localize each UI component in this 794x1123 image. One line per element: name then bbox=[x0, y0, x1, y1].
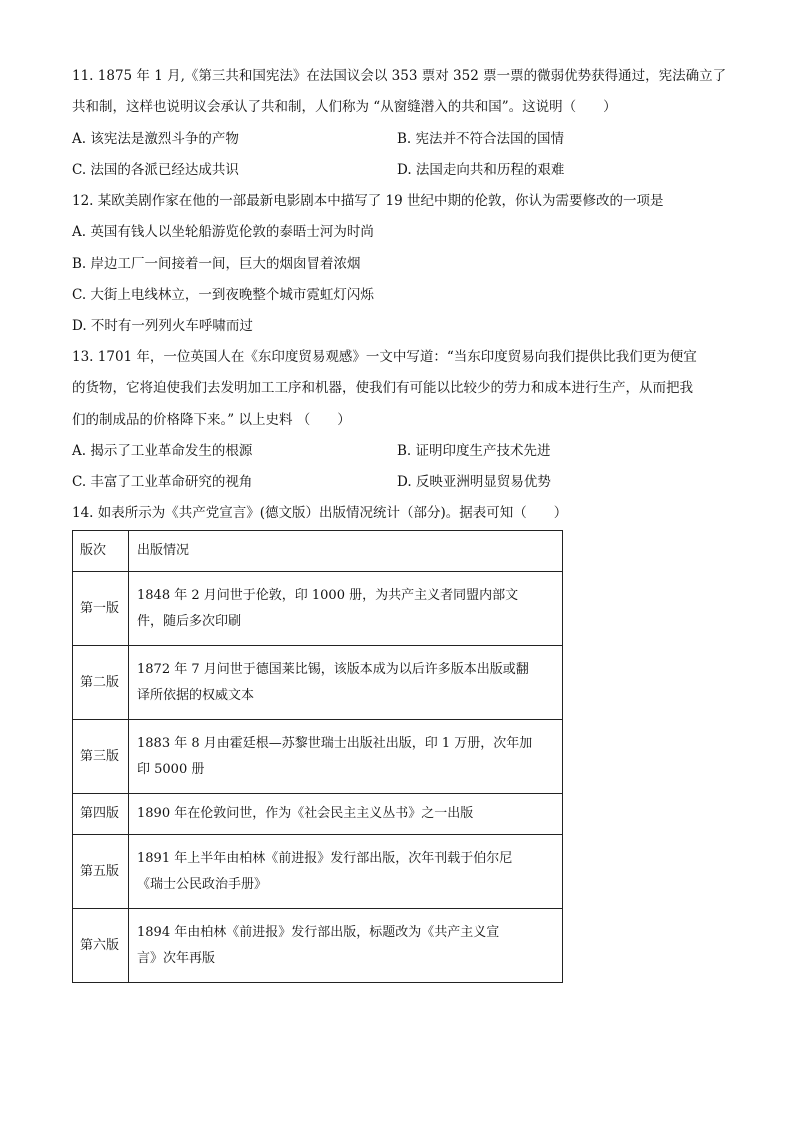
q13-stem-line1: 13. 1701 年，一位英国人在《东印度贸易观感》一文中写道：“当东印度贸易向我们提供比我们更为便宜 bbox=[72, 349, 697, 365]
details-cell bbox=[129, 720, 563, 794]
table-row bbox=[73, 835, 563, 909]
q11-stem-line2: 共和制，这样也说明议会承认了共和制，人们称为 “从窗缝潜入的共和国”。这说明（ ） bbox=[72, 99, 617, 115]
q11-stem-line1: 11. 1875 年 1 月,《第三共和国宪法》在法国议会以 353 票对 352 票一票的微弱优势获得通过，宪法确立了 bbox=[72, 68, 727, 84]
q13-option-b: B. 证明印度生产技术先进 bbox=[397, 443, 551, 459]
q13-option-d: D. 反映亚洲明显贸易优势 bbox=[397, 474, 551, 490]
edition-cell: 第五版 bbox=[73, 835, 129, 909]
details-line1: 1894 年由柏林《前进报》发行部出版，标题改为《共产主义宣 bbox=[137, 924, 500, 940]
details-line1: 1890 年在伦敦问世，作为《社会民主主义丛书》之一出版 bbox=[137, 806, 474, 821]
details-line2: 译所依据的权威文本 bbox=[137, 687, 255, 703]
edition-cell: 第四版 bbox=[73, 794, 129, 835]
q11-option-d: D. 法国走向共和历程的艰难 bbox=[397, 162, 565, 178]
details-cell bbox=[129, 646, 563, 720]
q12-option-a: A. 英国有钱人以坐轮船游览伦敦的泰晤士河为时尚 bbox=[72, 224, 374, 240]
details-line1: 1872 年 7 月问世于德国莱比锡，该版本成为以后许多版本出版或翻 bbox=[137, 661, 529, 677]
details-cell bbox=[129, 909, 563, 983]
q11-option-a: A. 该宪法是激烈斗争的产物 bbox=[72, 131, 239, 147]
q11-option-b: B. 宪法并不符合法国的国情 bbox=[397, 131, 565, 147]
table-header-row bbox=[73, 531, 563, 572]
details-cell bbox=[129, 572, 563, 646]
details-line1: 1848 年 2 月问世于伦敦，印 1000 册，为共产主义者同盟内部文 bbox=[137, 587, 519, 603]
edition-cell: 第二版 bbox=[73, 646, 129, 720]
table-row bbox=[73, 646, 563, 720]
q13-option-c: C. 丰富了工业革命研究的视角 bbox=[72, 474, 253, 490]
table-row bbox=[73, 572, 563, 646]
details-line2: 言》次年再版 bbox=[137, 950, 216, 966]
details-line2: 《瑞士公民政治手册》 bbox=[137, 876, 268, 892]
q12-option-b: B. 岸边工厂一间接着一间，巨大的烟囱冒着浓烟 bbox=[72, 256, 361, 272]
details-line2: 件，随后多次印刷 bbox=[137, 613, 242, 629]
table-row bbox=[73, 720, 563, 794]
details-line2: 印 5000 册 bbox=[137, 761, 205, 777]
table-row bbox=[73, 794, 563, 835]
table-row bbox=[73, 909, 563, 983]
q12-option-c: C. 大街上电线林立，一到夜晚整个城市霓虹灯闪烁 bbox=[72, 287, 374, 303]
details-line1: 1883 年 8 月由霍廷根—苏黎世瑞士出版社出版，印 1 万册，次年加 bbox=[137, 735, 533, 751]
details-cell bbox=[129, 794, 563, 835]
edition-cell: 第六版 bbox=[73, 909, 129, 983]
header-details: 出版情况 bbox=[129, 531, 563, 572]
details-cell bbox=[129, 835, 563, 909]
q13-stem-line3: 们的制成品的价格降下来。” 以上史料 （ ） bbox=[72, 412, 351, 428]
details-line1: 1891 年上半年由柏林《前进报》发行部出版，次年刊载于伯尔尼 bbox=[137, 850, 513, 866]
q13-stem-line2: 的货物，它将迫使我们去发明加工工序和机器，使我们有可能以比较少的劳力和成本进行生产，从而把我 bbox=[72, 380, 693, 396]
edition-cell: 第一版 bbox=[73, 572, 129, 646]
q13-option-a: A. 揭示了工业革命发生的根源 bbox=[72, 443, 253, 459]
q11-option-c: C. 法国的各派已经达成共识 bbox=[72, 162, 239, 178]
q12-option-d: D. 不时有一列列火车呼啸而过 bbox=[72, 318, 253, 334]
edition-cell: 第三版 bbox=[73, 720, 129, 794]
q12-stem-line1: 12. 某欧美剧作家在他的一部最新电影剧本中描写了 19 世纪中期的伦敦，你认为需要修改的一项是 bbox=[72, 193, 664, 209]
publication-table bbox=[72, 530, 563, 983]
q14-stem-line1: 14. 如表所示为《共产党宣言》(德文版）出版情况统计（部分)。据表可知（ ） bbox=[72, 505, 568, 521]
header-edition: 版次 bbox=[73, 531, 129, 572]
